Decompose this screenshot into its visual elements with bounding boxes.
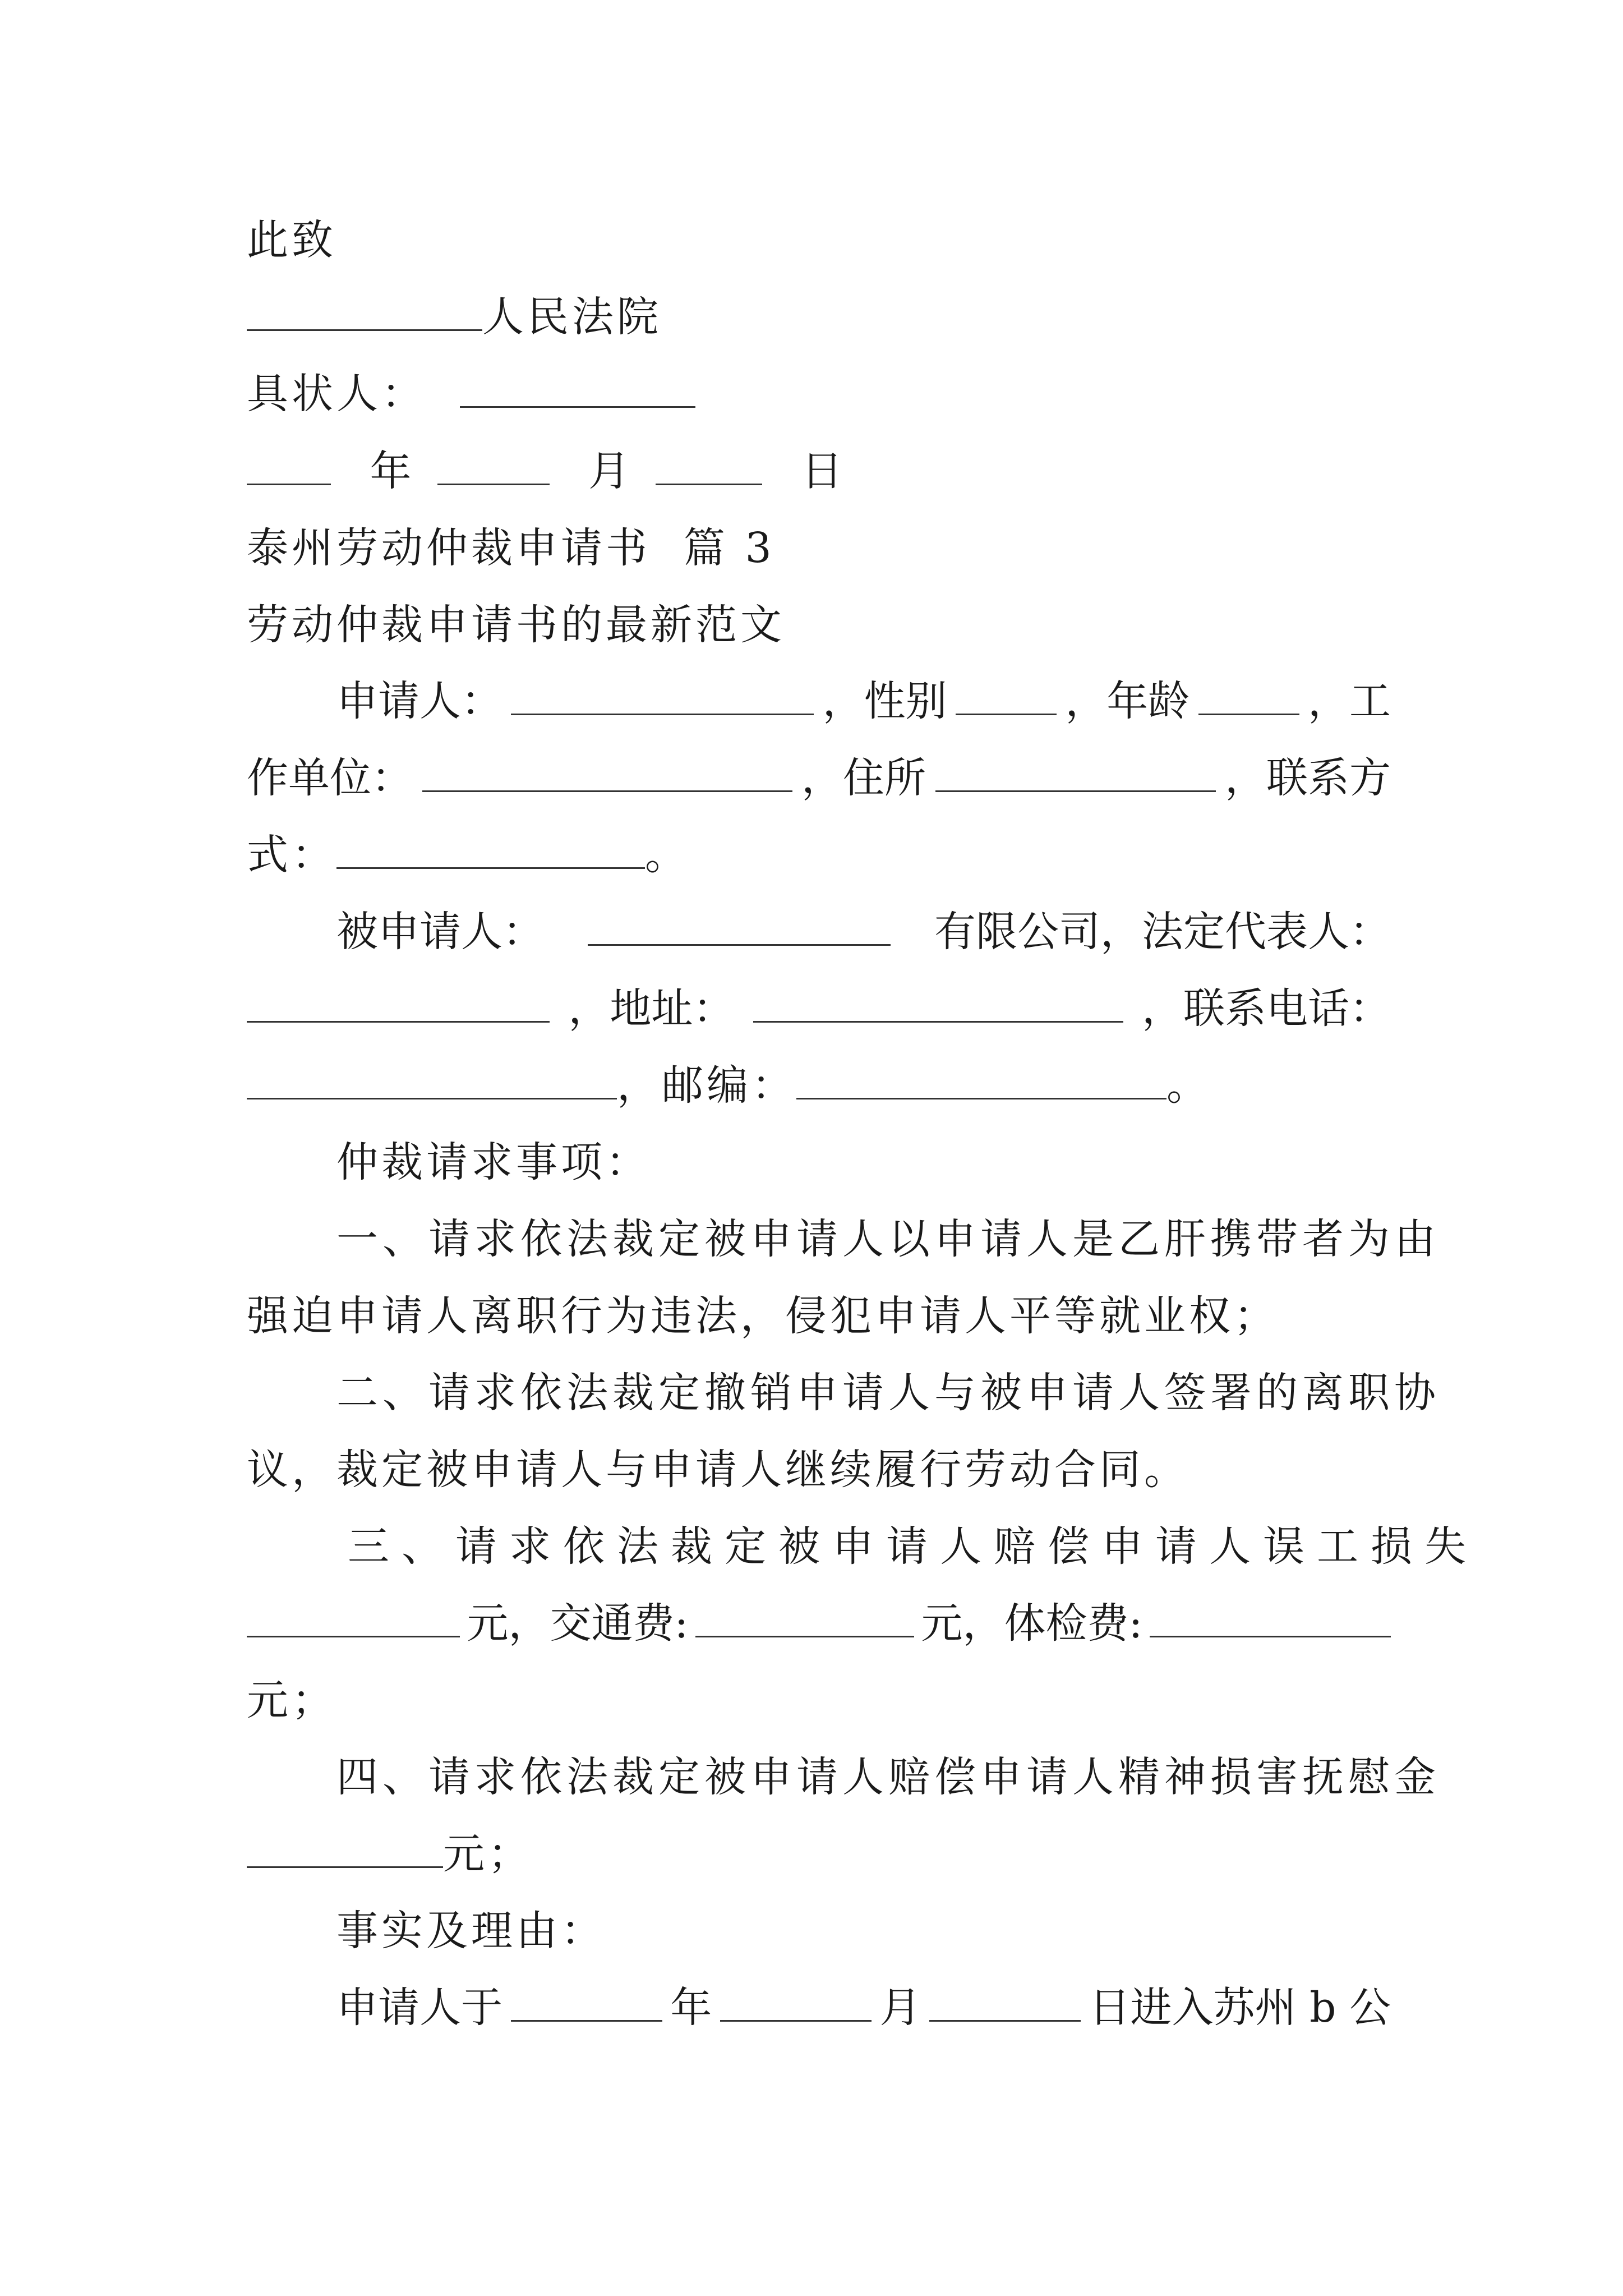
- residence-label: ，住所: [801, 754, 926, 802]
- doc-title-text: 劳动仲裁申请书的最新范文: [247, 601, 785, 649]
- checkup-blank[interactable]: [1150, 1595, 1391, 1637]
- court-suffix: 人民法院: [482, 293, 662, 341]
- work-unit-label: 作单位：: [247, 754, 413, 802]
- respondent-period: 。: [1166, 1061, 1211, 1110]
- applicant-gender-label: ，性别: [822, 677, 947, 725]
- facts-day-blank[interactable]: [929, 1980, 1081, 2022]
- claim-4-end: 元；: [443, 1830, 533, 1878]
- contact-label: ，联系方: [1225, 754, 1391, 802]
- date-day-blank[interactable]: [656, 443, 762, 485]
- applicant-age-label: ，年龄: [1065, 677, 1190, 725]
- claims-heading: [336, 1134, 1391, 1190]
- claim-1-line-2: [247, 1288, 1391, 1344]
- postcode-blank[interactable]: [796, 1057, 1166, 1099]
- signer-blank[interactable]: [460, 366, 695, 408]
- compensation-blank[interactable]: [247, 1826, 443, 1868]
- transport-label: 元，交通费:: [467, 1599, 689, 1648]
- facts-start: 申请人于: [336, 1984, 502, 2032]
- address-blank[interactable]: [753, 981, 1123, 1023]
- facts-year-label: 年: [670, 1984, 712, 2032]
- work-unit-blank[interactable]: [422, 750, 792, 792]
- claim-1-text-2: 强迫申请人离职行为违法，侵犯申请人平等就业权；: [247, 1292, 1279, 1340]
- respondent-company-label: 有限公司，法定代表人：: [934, 908, 1391, 956]
- respondent-line-1: [336, 904, 1391, 960]
- postcode-label: ，邮编：: [617, 1061, 796, 1110]
- section-title-text: 泰州劳动仲裁申请书 篇 3: [247, 524, 775, 572]
- applicant-label: 申请人：: [336, 677, 502, 725]
- claim-2-line-1: [336, 1365, 1440, 1421]
- claim-3-line-3: [247, 1672, 1391, 1728]
- applicant-gender-blank[interactable]: [956, 673, 1057, 715]
- applicant-line-1: [336, 673, 1391, 729]
- respondent-label: 被申请人：: [336, 908, 544, 956]
- closing-court: [247, 289, 1391, 345]
- claim-4-text-1: 四、请求依法裁定被申请人赔偿申请人精神损害抚慰金: [336, 1753, 1440, 1801]
- contact-blank[interactable]: [336, 827, 645, 869]
- closing-signer: [247, 366, 1391, 422]
- claim-1-line-1: [336, 1211, 1440, 1267]
- applicant-tail: ，工: [1307, 677, 1391, 725]
- facts-line-1: [336, 1980, 1391, 2036]
- signer-label: 具状人：: [247, 370, 426, 418]
- claims-heading-text: 仲裁请求事项：: [336, 1138, 651, 1186]
- section-title: [247, 520, 1391, 576]
- phone-blank[interactable]: [247, 1057, 617, 1099]
- claim-2-text-1: 二、请求依法裁定撤销申请人与被申请人签署的离职协: [336, 1369, 1440, 1417]
- applicant-age-blank[interactable]: [1198, 673, 1299, 715]
- closing-date: [247, 443, 1391, 499]
- lost-wages-blank[interactable]: [247, 1595, 460, 1637]
- closing-cizhi: [247, 212, 1391, 268]
- doc-title: [247, 597, 1391, 653]
- address-label: ，地址：: [568, 984, 735, 1033]
- applicant-name-blank[interactable]: [511, 673, 814, 715]
- closing-cizhi-text: 此致: [247, 216, 336, 264]
- residence-blank[interactable]: [935, 750, 1216, 792]
- date-month-label: 月: [588, 447, 634, 495]
- claim-2-line-2: [247, 1442, 1391, 1498]
- respondent-name-blank[interactable]: [588, 904, 891, 946]
- date-year-blank[interactable]: [247, 443, 331, 485]
- date-year-label: 年: [370, 447, 415, 495]
- claim-3-line-1: [348, 1519, 1478, 1575]
- court-blank[interactable]: [247, 289, 482, 331]
- facts-heading-text: 事实及理由：: [336, 1907, 606, 1955]
- respondent-line-2: [247, 981, 1391, 1037]
- date-month-blank[interactable]: [437, 443, 550, 485]
- facts-month-blank[interactable]: [720, 1980, 872, 2022]
- facts-year-blank[interactable]: [511, 1980, 662, 2022]
- legal-rep-blank[interactable]: [247, 981, 550, 1023]
- respondent-line-3: [247, 1057, 1391, 1114]
- claim-1-text-1: 一、请求依法裁定被申请人以申请人是乙肝携带者为由: [336, 1215, 1440, 1263]
- applicant-line-2: [247, 750, 1391, 806]
- transport-blank[interactable]: [695, 1595, 914, 1637]
- contact-label-2: 式：: [247, 831, 336, 879]
- claim-3-end: 元；: [247, 1676, 336, 1724]
- date-day-label: 日: [801, 447, 846, 495]
- facts-month-label: 月: [879, 1984, 921, 2032]
- checkup-label: 元，体检费:: [921, 1599, 1143, 1648]
- facts-tail: 日进入苏州 b 公: [1089, 1984, 1391, 2032]
- applicant-period: 。: [645, 831, 690, 879]
- applicant-line-3: [247, 827, 1391, 883]
- claim-3-text-1: 三、请求依法裁定被申请人赔偿申请人误工损失: [348, 1522, 1478, 1571]
- claim-4-line-1: [336, 1749, 1440, 1805]
- claim-3-line-2: [247, 1595, 1391, 1651]
- claim-2-text-2: 议，裁定被申请人与申请人继续履行劳动合同。: [247, 1446, 1189, 1494]
- facts-heading: [336, 1903, 1391, 1959]
- claim-4-line-2: [247, 1826, 1391, 1882]
- phone-label: ，联系电话：: [1141, 984, 1391, 1033]
